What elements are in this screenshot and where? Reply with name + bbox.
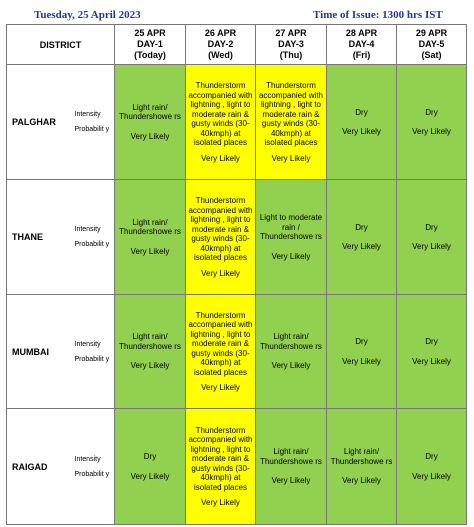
intensity-text: Light rain/ Thundershowe rs — [119, 332, 181, 351]
probability-text: Very Likely — [130, 471, 170, 481]
intensity-text: Dry — [425, 337, 438, 346]
day-header-1 — [115, 25, 186, 65]
issue-date: Tuesday, 25 April 2023 — [34, 9, 141, 21]
forecast-cell — [397, 295, 467, 409]
intensity-text: Dry — [425, 452, 438, 461]
intensity-text: Light rain/ Thundershowe rs — [260, 447, 322, 466]
district-name: RAIGAD — [7, 409, 73, 525]
probability-text: Very Likely — [271, 251, 311, 261]
district-name: MUMBAI — [7, 295, 73, 409]
forecast-cell — [256, 409, 327, 525]
probability-text: Very Likely — [201, 268, 240, 278]
forecast-cell — [115, 409, 186, 525]
probability-label: Probabilit y — [74, 126, 110, 133]
forecast-cell — [256, 180, 327, 295]
intensity-text: Light rain/ Thundershowe rs — [119, 217, 181, 237]
probability-text: Very Likely — [271, 476, 311, 486]
intensity-text: Dry — [355, 107, 368, 117]
intensity-text: Thunderstorm accompanied with lightning , light to moderate rain & gusty winds (30-40kmph) at isolated places — [188, 81, 253, 147]
forecast-cell — [186, 295, 256, 409]
intensity-text: Thunderstorm accompanied with lightning , light to moderate rain & gusty winds (30-40kmph) at isolated places — [188, 196, 253, 262]
day-date: 28 APR — [345, 28, 378, 38]
probability-label: Probabilit y — [74, 355, 110, 363]
intensity-label: Intensity — [74, 226, 101, 233]
day-header-2 — [186, 25, 256, 65]
day-weekday: (Today) — [134, 50, 166, 60]
intensity-text: Dry — [143, 452, 157, 461]
table-row — [7, 295, 467, 409]
probability-text: Very Likely — [412, 242, 451, 251]
probability-text: Very Likely — [342, 356, 381, 366]
probability-text: Very Likely — [342, 476, 381, 486]
intensity-text: Dry — [355, 222, 368, 232]
probability-text: Very Likely — [342, 242, 381, 251]
day-weekday: (Sat) — [421, 50, 442, 60]
probability-text: Very Likely — [412, 471, 451, 481]
intensity-text: Light to moderate rain / Thundershowe rs — [259, 213, 323, 241]
forecast-cell — [256, 65, 327, 180]
forecast-cell — [327, 295, 397, 409]
day-label: DAY-4 — [348, 39, 375, 49]
parameter-labels — [73, 409, 115, 525]
forecast-cell — [327, 180, 397, 295]
issue-time: Time of Issue: 1300 hrs IST — [313, 9, 443, 21]
intensity-text: Dry — [425, 222, 438, 232]
forecast-cell — [397, 65, 467, 180]
intensity-label: Intensity — [74, 455, 101, 463]
probability-text: Very Likely — [412, 356, 451, 366]
day-label: DAY-2 — [207, 39, 234, 49]
forecast-cell — [115, 180, 186, 295]
intensity-text: Dry — [355, 337, 368, 346]
probability-text: Very Likely — [130, 246, 170, 256]
forecast-table — [6, 24, 467, 525]
day-date: 27 APR — [275, 28, 307, 38]
forecast-cell — [115, 65, 186, 180]
day-weekday: (Thu) — [279, 50, 303, 60]
intensity-label: Intensity — [74, 340, 101, 348]
forecast-cell — [397, 180, 467, 295]
probability-text: Very Likely — [412, 127, 451, 136]
probability-text: Very Likely — [201, 383, 240, 392]
day-header-5 — [397, 25, 467, 65]
header-row — [7, 25, 467, 65]
day-label: DAY-5 — [418, 39, 445, 49]
probability-text: Very Likely — [342, 127, 381, 136]
day-date: 25 APR — [134, 28, 166, 38]
intensity-text: Thunderstorm accompanied with lightning , light to moderate rain & gusty winds (30-40kmph) at isolated places — [258, 81, 324, 147]
day-label: DAY-1 — [137, 39, 163, 49]
parameter-labels — [73, 65, 115, 180]
day-date: 29 APR — [415, 28, 448, 38]
day-label: DAY-3 — [278, 39, 304, 49]
forecast-cell — [186, 409, 256, 525]
parameter-labels — [73, 295, 115, 409]
forecast-cell — [327, 409, 397, 525]
intensity-text: Dry — [425, 107, 438, 117]
probability-text: Very Likely — [271, 361, 311, 371]
probability-text: Very Likely — [201, 153, 240, 163]
probability-text: Very Likely — [130, 361, 170, 371]
intensity-label: Intensity — [74, 111, 101, 118]
intensity-text: Light rain/ Thundershowe rs — [260, 332, 322, 351]
intensity-text: Thunderstorm accompanied with lightning , light to moderate rain & gusty winds (30-40kmph) at isolated places — [188, 425, 253, 492]
intensity-text: Light rain/ Thundershowe rs — [119, 102, 181, 122]
table-row — [7, 65, 467, 180]
day-header-4 — [327, 25, 397, 65]
forecast-cell — [327, 65, 397, 180]
forecast-cell — [397, 409, 467, 525]
district-name: PALGHAR — [7, 65, 73, 180]
forecast-cell — [186, 180, 256, 295]
intensity-text: Light rain/ Thundershowe rs — [330, 447, 393, 466]
document-header — [0, 6, 474, 22]
probability-label: Probabilit y — [74, 470, 110, 478]
district-name: THANE — [7, 180, 73, 295]
day-weekday: (Fri) — [352, 50, 371, 60]
probability-text: Very Likely — [201, 498, 240, 507]
district-header: DISTRICT — [7, 25, 115, 65]
table-row — [7, 409, 467, 525]
day-header-3 — [256, 25, 327, 65]
forecast-cell — [256, 295, 327, 409]
probability-text: Very Likely — [271, 153, 311, 163]
forecast-cell — [115, 295, 186, 409]
probability-text: Very Likely — [130, 131, 170, 141]
day-weekday: (Wed) — [208, 50, 233, 60]
probability-label: Probabilit y — [74, 241, 110, 248]
day-date: 26 APR — [204, 28, 237, 38]
table-row — [7, 180, 467, 295]
intensity-text: Thunderstorm accompanied with lightning , light to moderate rain & gusty winds (30-40kmph) at isolated places — [188, 310, 253, 377]
parameter-labels — [73, 180, 115, 295]
forecast-cell — [186, 65, 256, 180]
